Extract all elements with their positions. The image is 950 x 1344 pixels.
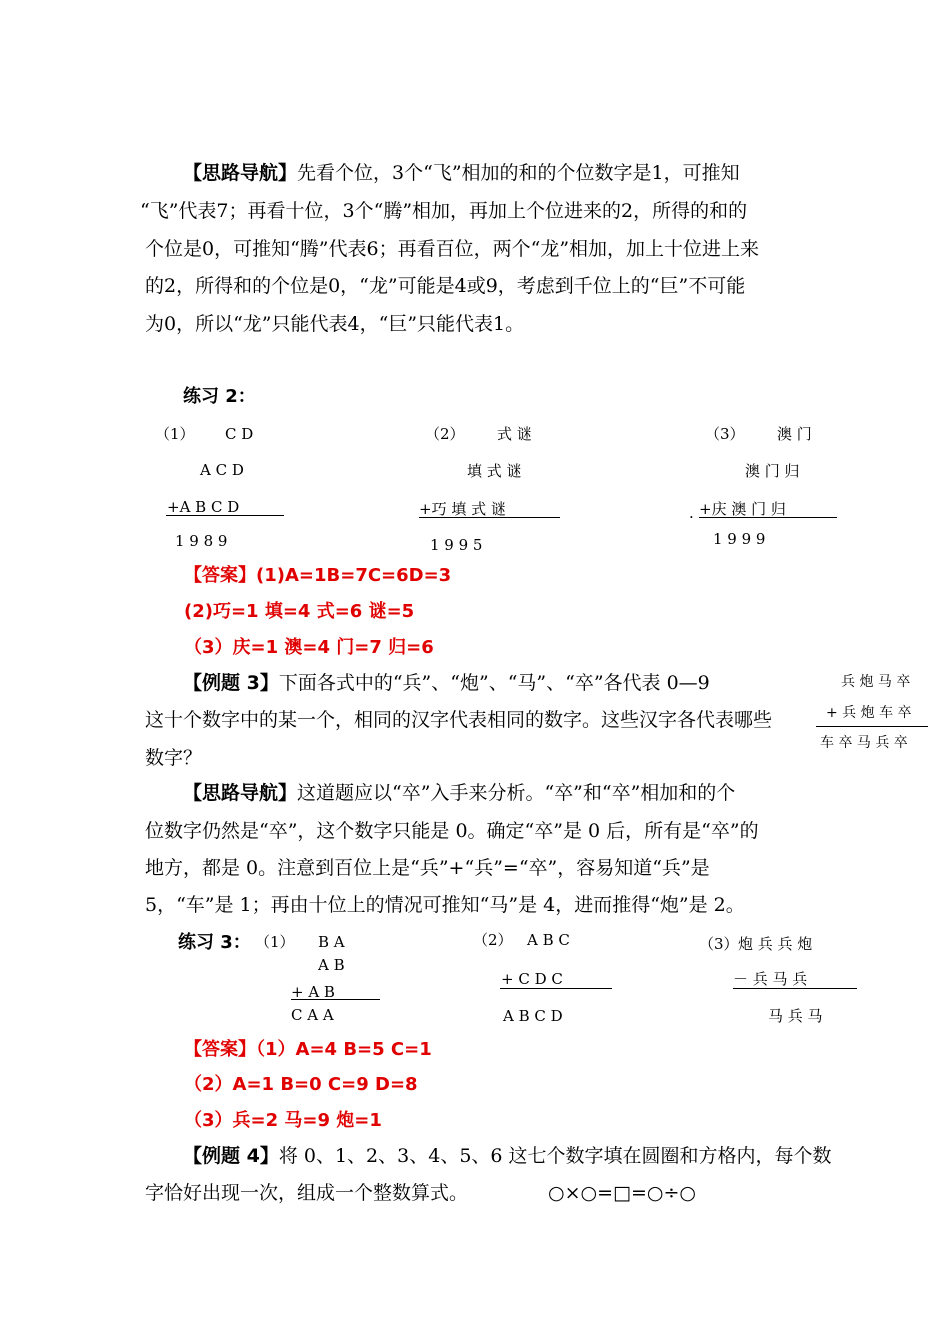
answer-line: （3）庆=1 澳=4 门=7 归=6	[184, 637, 434, 658]
example-paragraph	[183, 670, 710, 696]
addend-row: B A	[318, 933, 345, 951]
text-line: “飞”代表7；再看十位，3个“腾”相加，再加上个位进来的2，所得的和的	[140, 200, 748, 222]
addend-row: A C D	[200, 461, 244, 479]
problem-number: （3）	[705, 425, 745, 443]
text-line: 为0，所以“龙”只能代表4，“巨”只能代表1。	[145, 313, 525, 335]
solution-label: 【思路导航】	[183, 162, 298, 184]
addend-row: A B C	[527, 931, 570, 949]
sum-row: 马 兵 马	[768, 1007, 823, 1025]
addend-row: 炮 兵 兵 炮	[738, 935, 813, 953]
dot-mark: .	[689, 504, 694, 522]
answer-line: (2)巧=1 填=4 式=6 谜=5	[184, 601, 415, 622]
example-label: 【例题 4】	[183, 1145, 279, 1167]
problem-number: （2）	[473, 931, 513, 949]
addend-row: 澳 门 归	[745, 462, 800, 480]
addend-row: － 兵 马 兵	[733, 970, 808, 988]
formula-row: 车 卒 马 兵 卒	[820, 735, 908, 751]
addend-row: 式 谜	[497, 425, 532, 443]
sum-row: C A A	[291, 1006, 334, 1024]
text-line: 5，“车”是 1；再由十位上的情况可推知“马”是 4，进而推得“炮”是 2。	[145, 894, 745, 916]
sum-row: 1 9 8 9	[175, 532, 228, 550]
answer-line: 【答案】（1）A=4 B=5 C=1	[184, 1039, 432, 1060]
answer-line: （2）A=1 B=0 C=9 D=8	[184, 1074, 418, 1095]
text-line: 将 0、1、2、3、4、5、6 这七个数字填在圆圈和方格内，每个数	[278, 1145, 832, 1167]
text-line: 先看个位，3个“飞”相加的和的个位数字是1，可推知	[297, 162, 740, 184]
text-line: 这道题应以“卒”入手来分析。“卒”和“卒”相加和的个	[297, 782, 736, 804]
formula: ○×○=□=○÷○	[548, 1182, 696, 1204]
text-line: 这十个数字中的某一个，相同的汉字代表相同的数字。这些汉字各代表哪些	[145, 709, 773, 731]
addend-row: +A B C D	[167, 498, 240, 516]
sum-row: A B C D	[503, 1007, 563, 1025]
problem-number: （2）	[425, 425, 465, 443]
text-line: 字恰好出现一次，组成一个整数算式。	[145, 1182, 469, 1204]
text-line: 的2，所得和的个位是0，“龙”可能是4或9，考虑到千位上的“巨”不可能	[145, 275, 746, 297]
sum-line	[699, 517, 837, 518]
sum-line	[166, 515, 284, 516]
sum-line	[500, 988, 612, 989]
exercise-title: 练习 2：	[183, 386, 256, 407]
sum-row: 1 9 9 5	[430, 536, 483, 554]
answer-line: （3）兵=2 马=9 炮=1	[184, 1110, 382, 1131]
formula-row: + 兵 炮 车 卒	[826, 705, 912, 721]
addend-row: + C D C	[501, 970, 563, 988]
addend-row: A B	[318, 956, 345, 974]
formula-row: 兵 炮 马 卒	[841, 674, 911, 690]
addend-row: C D	[225, 425, 254, 443]
solution-paragraph-2	[183, 780, 735, 806]
text-line: 个位是0，可推知“腾”代表6；再看百位，两个“龙”相加，加上十位进上来	[145, 238, 760, 260]
text-line: 数字？	[145, 747, 203, 769]
sum-line	[733, 988, 857, 989]
example-paragraph	[183, 1143, 832, 1169]
exercise-title: 练习 3：	[178, 932, 251, 953]
text-line: 地方，都是 0。注意到百位上是“兵”+“兵”=“卒”，容易知道“兵”是	[145, 857, 710, 879]
text-line: 位数字仍然是“卒”，这个数字只能是 0。确定“卒”是 0 后，所有是“卒”的	[145, 820, 759, 842]
sum-line	[291, 999, 380, 1000]
sum-line	[419, 517, 560, 518]
solution-label: 【思路导航】	[183, 782, 298, 804]
sum-line	[816, 726, 928, 727]
addend-row: +巧 填 式 谜	[419, 500, 506, 518]
addend-row: 澳 门	[777, 425, 812, 443]
sum-row: 1 9 9 9	[713, 530, 766, 548]
problem-number: （3）	[699, 935, 739, 953]
example-label: 【例题 3】	[183, 672, 279, 694]
answer-line: 【答案】(1)A=1B=7C=6D=3	[184, 565, 452, 586]
text-line: 下面各式中的“兵”、“炮”、“马”、“卒”各代表 0—9	[278, 672, 710, 694]
addend-row: 填 式 谜	[467, 462, 522, 480]
problem-number: （1）	[155, 425, 195, 443]
addend-row: +庆 澳 门 归	[699, 500, 786, 518]
solution-paragraph-1	[183, 160, 740, 186]
addend-row: + A B	[291, 983, 335, 1001]
problem-number: （1）	[255, 933, 295, 951]
